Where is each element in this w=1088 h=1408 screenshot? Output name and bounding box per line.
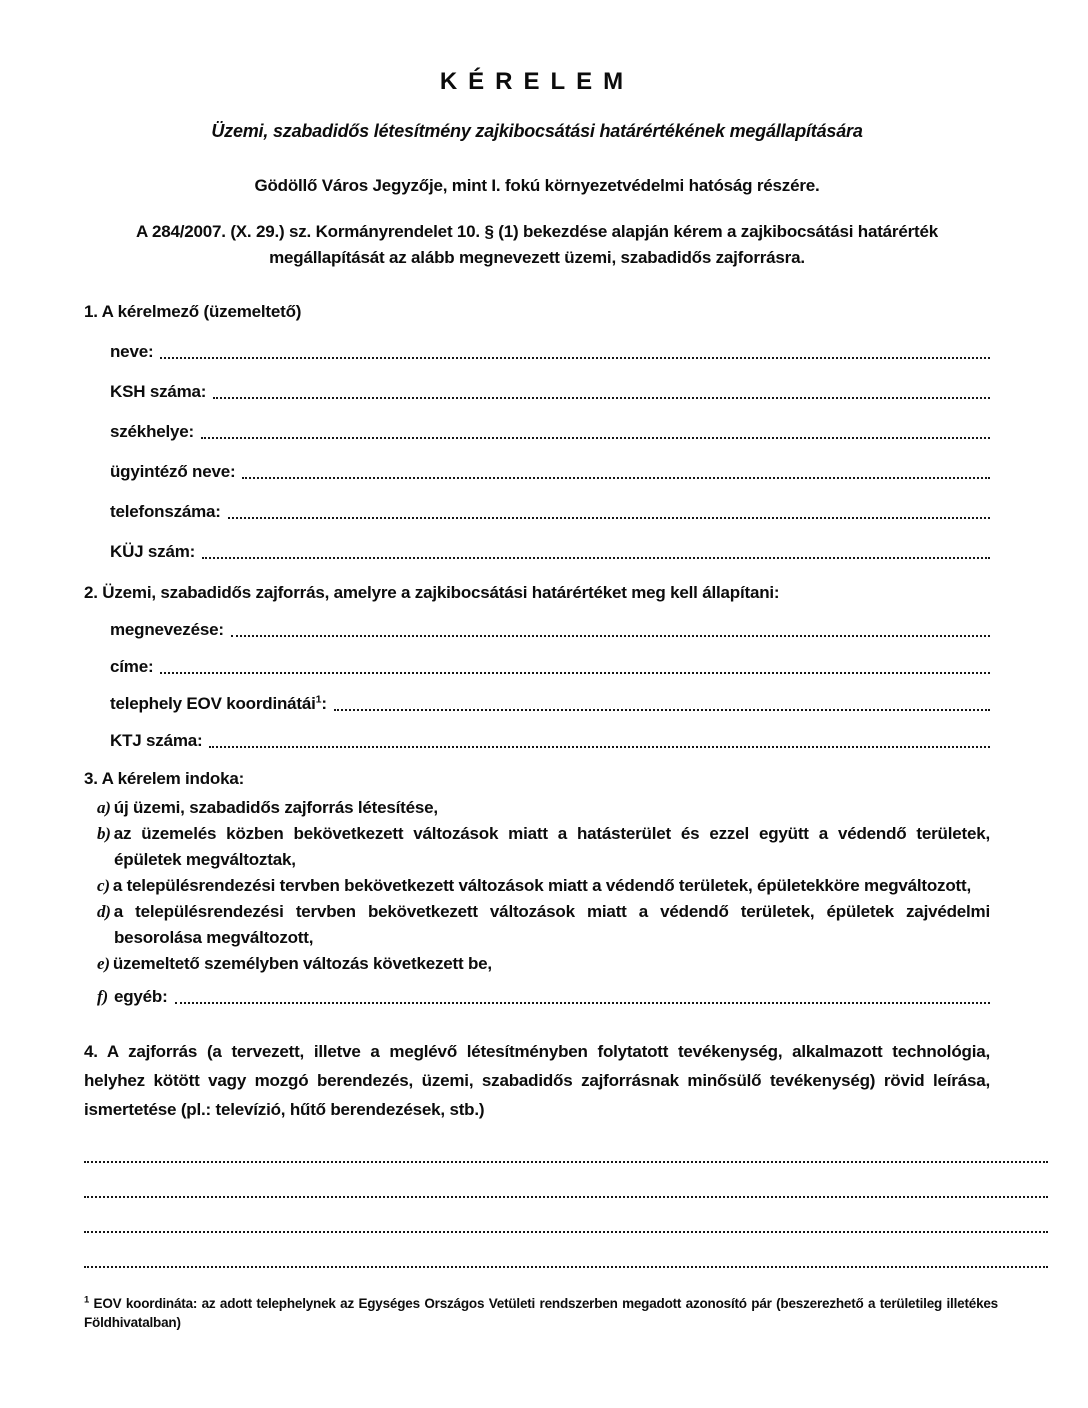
reason-marker-e: e) [97, 954, 110, 973]
neve-fill-line [160, 357, 990, 359]
field-row-ugyintezo-neve [110, 461, 990, 482]
section4-answer-area [84, 1128, 990, 1268]
eov-footnote-ref: 1 [315, 693, 322, 706]
eov-koordinatak-fill-line [334, 709, 990, 711]
reason-text-a: új üzemi, szabadidős zajforrás létesítése, [113, 798, 438, 817]
footnote [84, 1294, 998, 1332]
field-label-szekhelye: székhelye: [110, 422, 194, 441]
footnote-marker: 1 [84, 1294, 90, 1306]
answer-line [84, 1163, 1048, 1198]
reason-item-d [84, 899, 990, 951]
answer-line [84, 1233, 1048, 1268]
section4-heading: 4. A zajforrás (a tervezett, illetve a meglévő létesítményben folytatott tevékenység, alkalmazott technológia, helyhez kötött vagy mozgó berendezés, üzemi, szabadidős zajforrásnak minősülő tevékenység) rövid leírása, ismertetése (pl.: televízió, hűtő berendezések, stb.) [84, 1042, 990, 1119]
section2-fields [84, 619, 990, 751]
reason-marker-b: b) [97, 824, 111, 843]
field-label-cime: címe: [110, 657, 154, 676]
field-label-neve: neve: [110, 342, 154, 361]
reason-item-e [84, 951, 990, 977]
field-label-telefonszama: telefonszáma: [110, 502, 221, 521]
reason-marker-c: c) [97, 876, 110, 895]
eov-label-text: telephely EOV koordinátái [110, 694, 316, 713]
ksh-szama-fill-line [213, 397, 990, 399]
footnote-text: EOV koordináta: az adott telephelynek az Egységes Országos Vetületi rendszerben megadott azonosító pár (beszerezhető a területileg illetékes Földhivatalban) [84, 1296, 998, 1330]
field-row-szekhelye [110, 421, 990, 442]
section1-heading: 1. A kérelmező (üzemeltető) [84, 302, 302, 321]
field-row-neve [110, 341, 990, 362]
telefonszama-fill-line [228, 517, 990, 519]
section2-heading: 2. Üzemi, szabadidős zajforrás, amelyre a zajkibocsátási határértéket meg kell állapítani: [84, 583, 780, 602]
document-subtitle: Üzemi, szabadidős létesítmény zajkibocsátási határértékének megállapítására [211, 121, 863, 141]
reason-text-d: a településrendezési tervben bekövetkezett változások miatt a védendő területek, épületek zajvédelmi besorolása megváltozott, [113, 902, 990, 947]
field-row-telefonszama [110, 501, 990, 522]
section3-heading: 3. A kérelem indoka: [84, 769, 245, 788]
document-title: KÉRELEM [439, 68, 635, 95]
ktj-szama-fill-line [209, 746, 990, 748]
reason-text-e: üzemeltető személyben változás következett be, [112, 954, 492, 973]
field-label-kuj-szam: KÜJ szám: [110, 542, 196, 561]
legal-basis-paragraph: A 284/2007. (X. 29.) sz. Kormányrendelet 10. § (1) bekezdése alapján kérem a zajkibocsátási határérték megállapítását az alább megnevezett üzemi, szabadidős zajforrásra. [136, 222, 938, 267]
field-row-kuj-szam [110, 541, 990, 562]
answer-line [84, 1128, 1048, 1163]
reason-item-f [84, 981, 990, 1007]
field-label-ugyintezo-neve: ügyintéző neve: [110, 462, 236, 481]
field-row-cime [110, 656, 990, 677]
egyeb-fill-line [175, 1002, 990, 1004]
field-label-megnevezese: megnevezése: [110, 620, 224, 639]
ugyintezo-neve-fill-line [242, 477, 990, 479]
cime-fill-line [160, 672, 990, 674]
addressee-line: Gödöllő Város Jegyzője, mint I. fokú környezetvédelmi hatóság részére. [254, 176, 820, 195]
field-row-eov-koordinatak [110, 693, 990, 714]
kuj-szam-fill-line [202, 557, 990, 559]
reason-text-f: egyéb: [113, 987, 168, 1006]
reason-item-c [84, 873, 990, 899]
field-row-ksh-szama [110, 381, 990, 402]
reason-text-b: az üzemelés közben bekövetkezett változások miatt a hatásterület és ezzel együtt a védendő területek, épületek megváltoztak, [113, 824, 990, 869]
megnevezese-fill-line [231, 635, 990, 637]
field-row-megnevezese [110, 619, 990, 640]
reason-marker-a: a) [97, 798, 111, 817]
reason-item-a [84, 795, 990, 821]
section1-fields [84, 341, 990, 562]
reason-marker-d: d) [97, 902, 111, 921]
reason-text-c: a településrendezési tervben bekövetkezett változások miatt a védendő területek, épületekköre megváltozott, [112, 876, 971, 895]
eov-label-colon: : [321, 694, 327, 713]
section3-reason-list [84, 795, 990, 1007]
field-row-ktj-szama [110, 730, 990, 751]
field-label-ktj-szama: KTJ száma: [110, 731, 203, 750]
field-label-ksh-szama: KSH száma: [110, 382, 207, 401]
field-label-eov-koordinatak [110, 694, 334, 714]
reason-marker-f: f) [97, 987, 108, 1006]
answer-line [84, 1198, 1048, 1233]
reason-item-b [84, 821, 990, 873]
szekhelye-fill-line [201, 437, 990, 439]
